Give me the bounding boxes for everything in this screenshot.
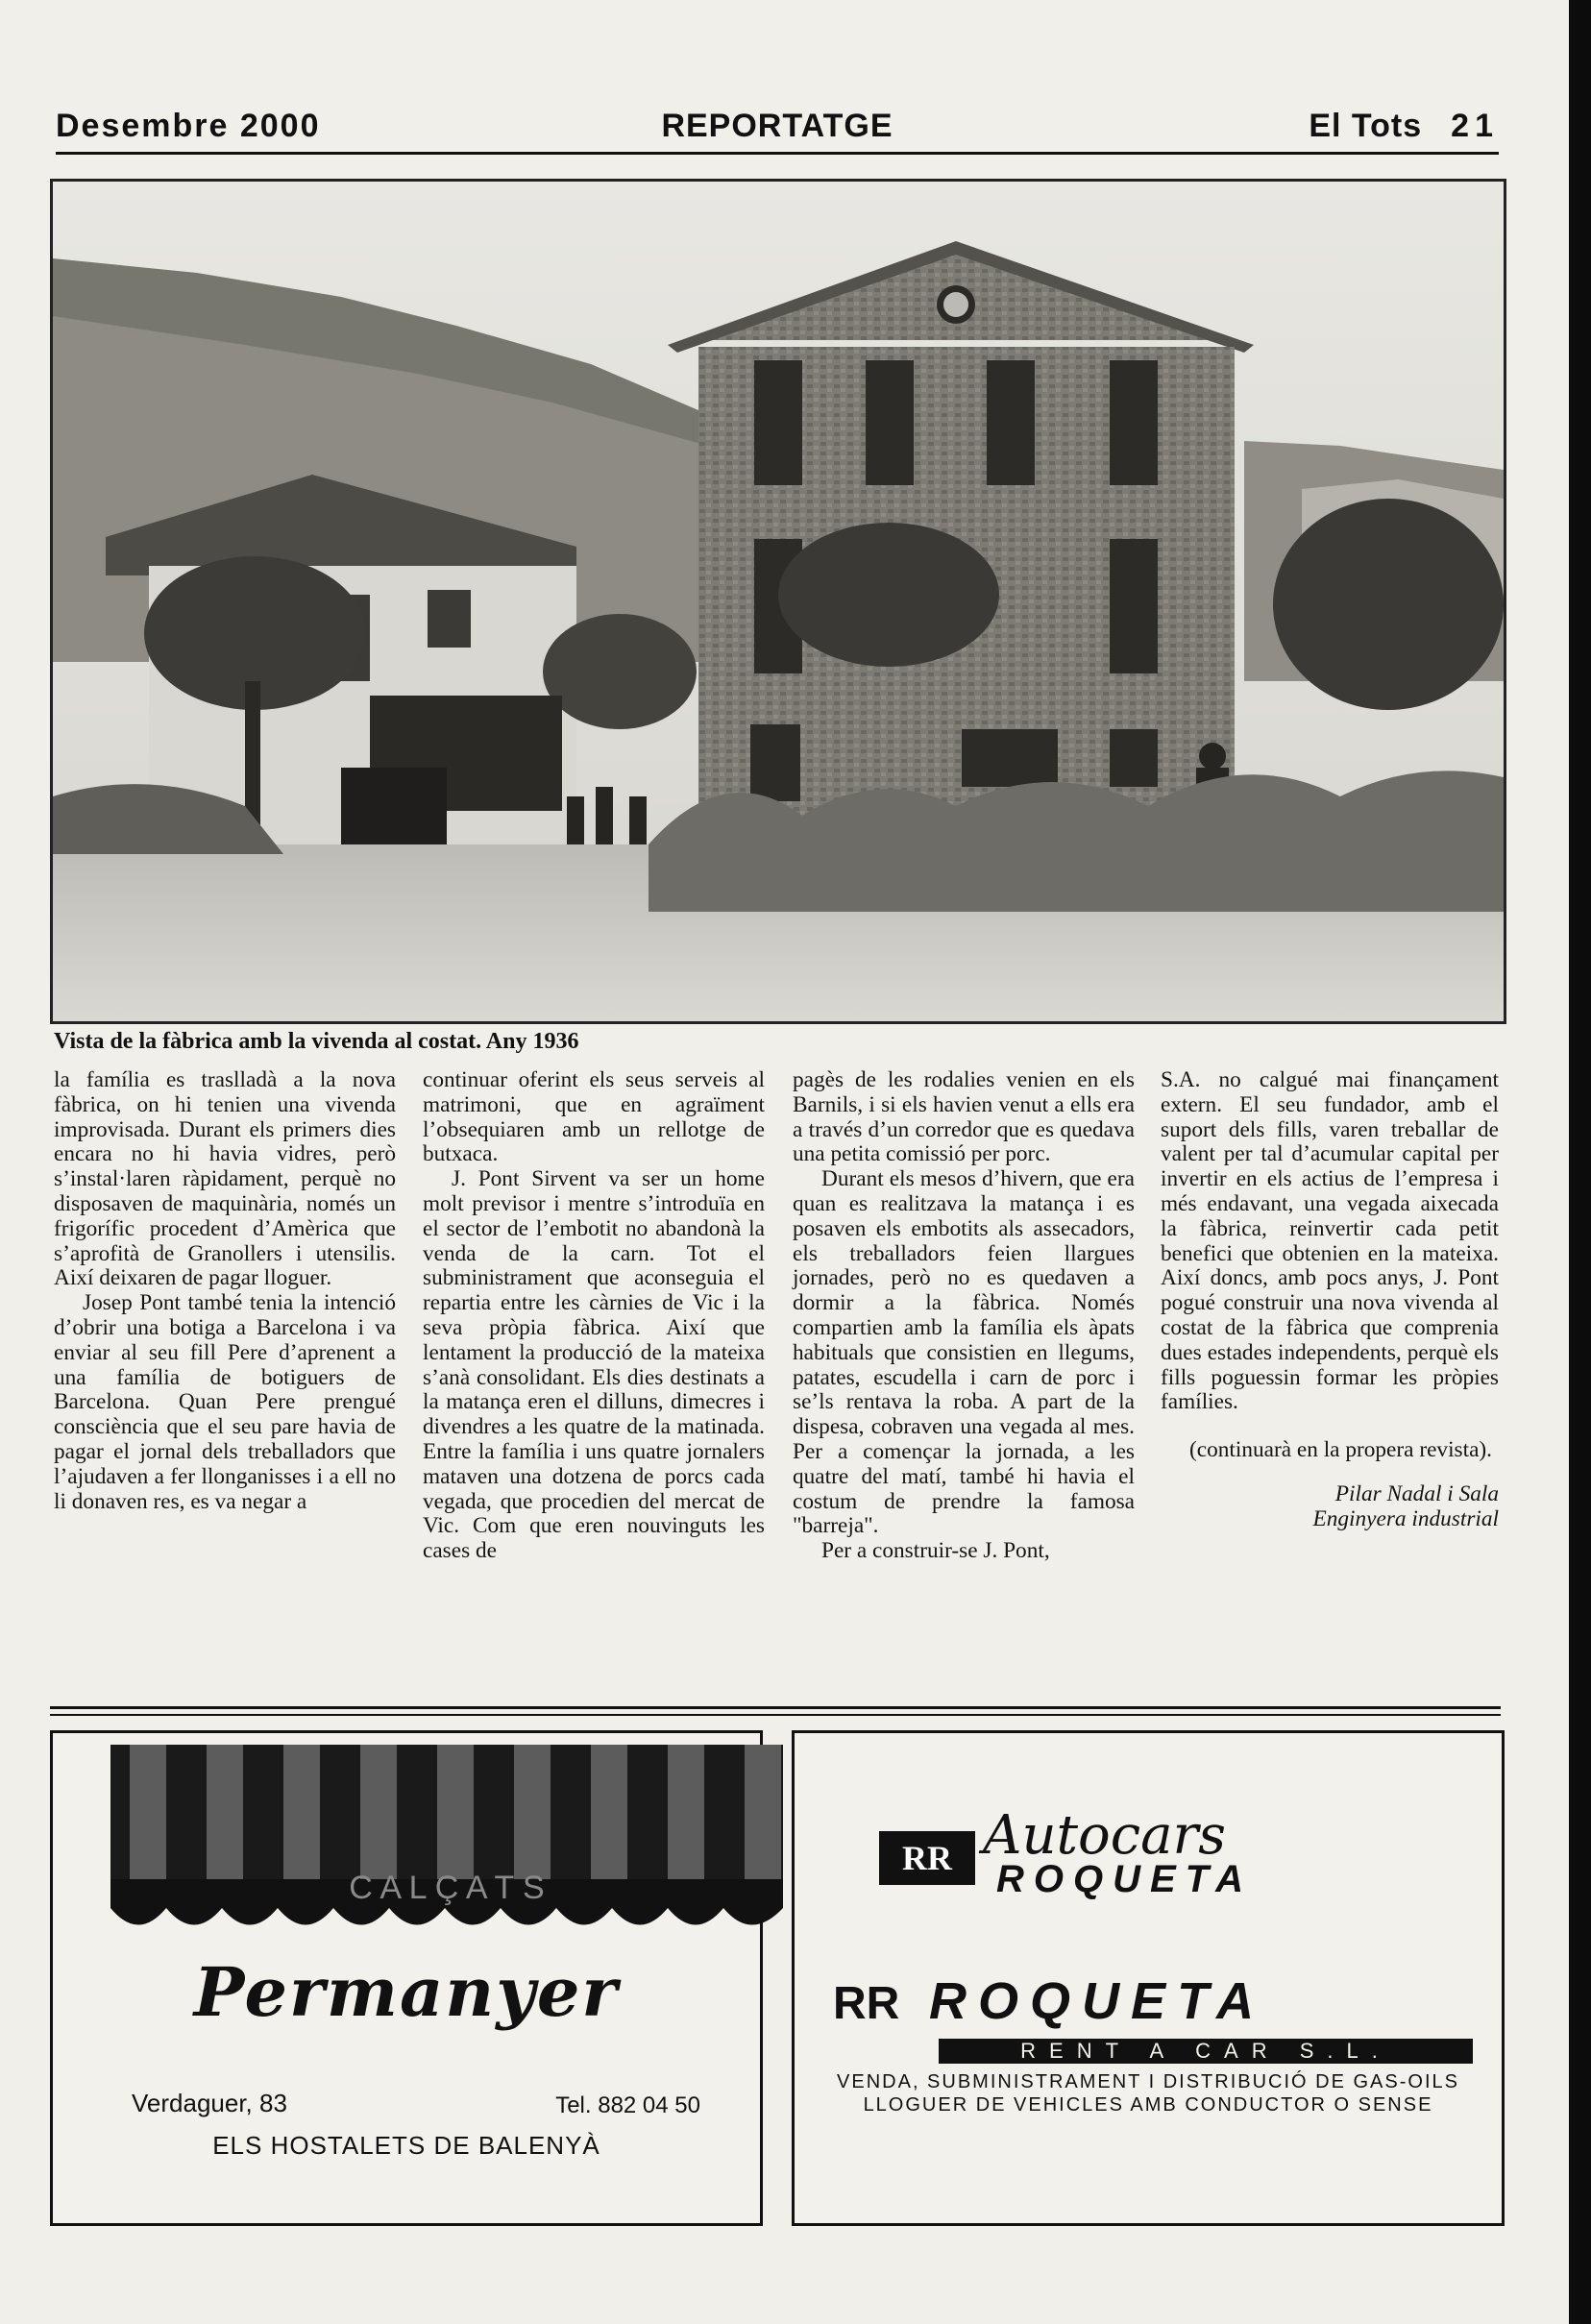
- paragraph: J. Pont Sirvent va ser un home molt previsor i mentre s’introduïa en el sector de l’embotit no abandonà la venda de la carn. Tot el subministrament que aconseguia el repartia entre les càrnies de Vic i la seva pròpia fàbrica. Així que lentament la producció de la mateixa s’anà consolidant. Els dies destinats a la matança eren el dilluns, dimecres i divendres a les quatre de la matinada. Entre la família i uns quatre jornalers mataven una dotzena de porcs cada vegada, que procedien del mercat de Vic. Com que eren nouvinguts les cases de: [423, 1166, 765, 1564]
- paragraph: (continuarà en la propera revista).: [1189, 1437, 1492, 1463]
- publication-title: El Tots: [1309, 108, 1423, 144]
- scan-edge: [1569, 0, 1591, 2324]
- shop-phone: Tel. 882 04 50: [555, 2092, 700, 2118]
- article-column-1: [54, 1068, 396, 1514]
- paragraph: Josep Pont també tenia la intenció d’obrir una botiga a Barcelona i va enviar al seu fill Pere d’aprenent a una família de botiguers de Barcelona. Quan Pere prengué consciència que el seu pare havia de pagar el jornal dels treballadors que l’ajudaven a fer llonganisses i a ell no li donaven res, es va negar a: [54, 1290, 396, 1514]
- paragraph: S.A. no calgué mai finançament extern. El seu fundador, amb el suport dels fills, varen treballar de valent per tal d’acumular capital per invertir en els actius de l’empresa i més endavant, una vegada aixecada la fàbrica, reinvertir cada petit benefici que obtenien en la mateixa. Així doncs, amb pocs anys, J. Pont pogué construir una nova vivenda al costat de la fàbrica que comprenia dues estades independents, perquè els fills poguessin formar les pròpies famílies.: [1161, 1067, 1499, 1415]
- paragraph: Durant els mesos d’hivern, que era quan es realitzava la matança i es posaven els embotits als assecadors, els treballadors feien llargues jornades, però no es quedaven a dormir a la fàbrica. Només compartien amb la família els àpats habituals que consistien en llegums, patates, escudella i carn de porc i se’ls rentava la roba. A part de la dispesa, cobraven una vegada al mes. Per a començar la jornada, a les quatre del matí, també hi havia el costum de prendre la famosa "barreja".: [793, 1166, 1135, 1539]
- page-number: 21: [1451, 108, 1499, 144]
- awning-graphic: [110, 1745, 783, 1937]
- issue-date: Desembre 2000: [56, 108, 321, 144]
- shop-town: ELS HOSTALETS DE BALENYÀ: [212, 2131, 600, 2160]
- paragraph: la família es traslladà a la nova fàbrica, on hi tenien una vivenda improvisada. Durant els primers dies encara no hi havia vidres, però s’instal·laren ràpidament, perquè no disposaven de maquinària, només un frigorífic procedent d’Amèrica que s’aprofità de Granollers i utensilis. Així deixaren de pagar lloguer.: [54, 1067, 396, 1291]
- paragraph: Per a construir-se J. Pont,: [821, 1538, 1050, 1564]
- photo-caption: Vista de la fàbrica amb la vivenda al costat. Any 1936: [54, 1029, 579, 1054]
- rr-logo-icon: RR: [879, 1831, 975, 1885]
- shop-address: Verdaguer, 83: [132, 2089, 287, 2117]
- ad-calcats-permanyer: [50, 1730, 763, 2226]
- awning-text: C A L Ç A T S: [349, 1870, 545, 1906]
- rr-large-logo-icon: RR: [833, 1978, 900, 2029]
- paragraph: continuar oferint els seus serveis al matrimoni, que en agraïment l’obsequiaren amb un rellotge de butxaca.: [423, 1067, 765, 1167]
- autocars-script: Autocars: [983, 1804, 1226, 1867]
- author-title: Enginyera industrial: [1312, 1505, 1499, 1531]
- services-line-1: VENDA, SUBMINISTRAMENT I DISTRIBUCIÓ DE GAS-OILS: [837, 2071, 1459, 2092]
- services-line-2: LLOGUER DE VEHICLES AMB CONDUCTOR O SENSE: [863, 2094, 1433, 2116]
- article-column-3: [793, 1068, 1135, 1564]
- publication-name: [1309, 108, 1499, 145]
- roqueta-large: ROQUETA: [929, 1972, 1265, 2030]
- page-header: [56, 104, 1499, 155]
- ad-roqueta: [792, 1730, 1505, 2226]
- factory-photo: [50, 179, 1506, 1024]
- roqueta-small: ROQUETA: [996, 1858, 1254, 1900]
- divider: [50, 1714, 1501, 1716]
- brand-name: Permanyer: [193, 1952, 620, 2032]
- article-column-4: [1161, 1068, 1499, 1532]
- section-title: REPORTATGE: [661, 108, 893, 144]
- article-column-2: [423, 1068, 765, 1564]
- rent-a-car-bar: RENT A CAR S.L.: [939, 2039, 1473, 2064]
- paragraph: pagès de les rodalies venien en els Barnils, i si els havien venut a ells era a través d’un corredor que es quedava una petita comissió per porc.: [793, 1067, 1135, 1167]
- author-name: Pilar Nadal i Sala: [1334, 1480, 1499, 1506]
- divider: [50, 1706, 1501, 1709]
